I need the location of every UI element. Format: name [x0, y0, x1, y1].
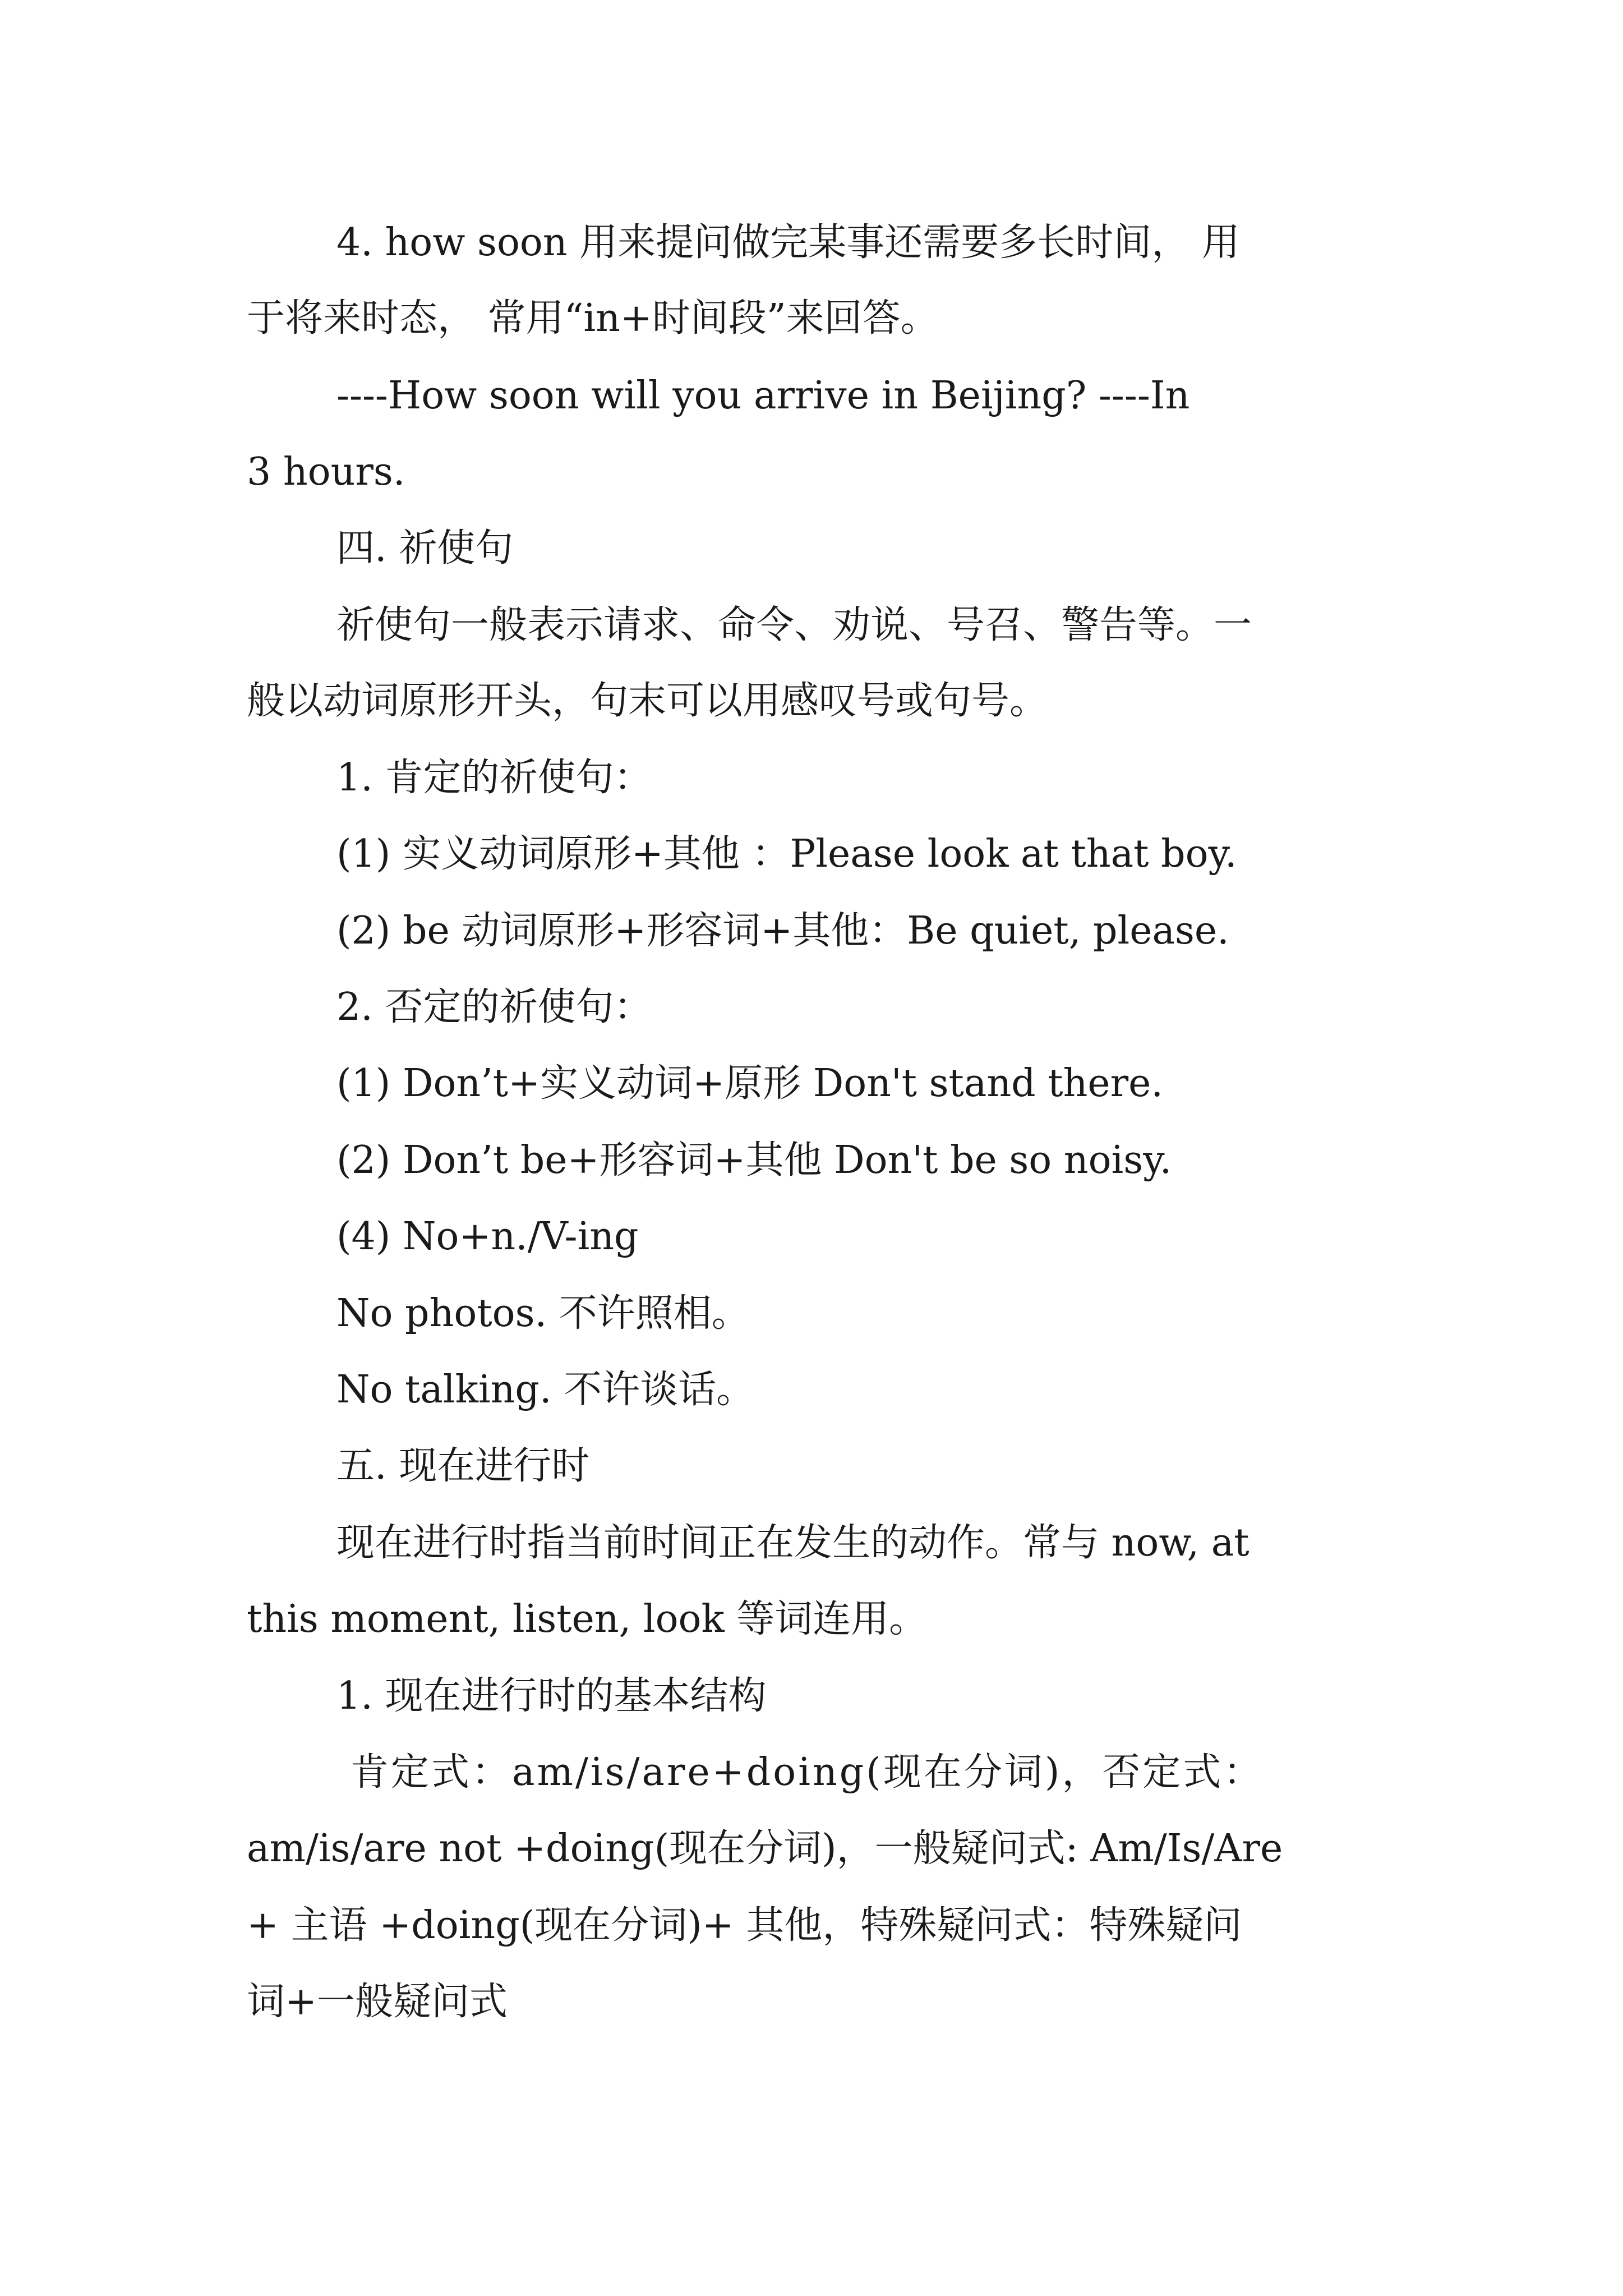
paragraph-line: 于将来时态， 常用“in+时间段”来回答。: [247, 296, 939, 341]
list-item: (1) Don’t+实义动词+原形 Don't stand there.: [336, 1061, 1164, 1106]
section-heading: 四. 祈使句: [336, 526, 514, 570]
paragraph-line: 肯定式：am/is/are+doing(现在分词)，否定式：: [351, 1750, 1264, 1795]
paragraph-line: 祈使句一般表示请求、命令、劝说、号召、警告等。一: [336, 603, 1252, 647]
example-line: No talking. 不许谈话。: [336, 1368, 755, 1412]
paragraph-line: this moment, listen, look 等词连用。: [247, 1597, 928, 1641]
paragraph-line: 词+一般疑问式: [247, 1980, 508, 2024]
subheading: 1. 现在进行时的基本结构: [336, 1674, 767, 1718]
section-heading: 五. 现在进行时: [336, 1444, 590, 1488]
example-line: ----How soon will you arrive in Beijing? ----In: [336, 374, 1190, 418]
list-item: (1) 实义动词原形+其他 ：Please look at that boy.: [336, 832, 1237, 876]
paragraph-line: am/is/are not +doing(现在分词)，一般疑问式: Am/Is/Are: [247, 1826, 1283, 1871]
paragraph-line: 现在进行时指当前时间正在发生的动作。常与 now, at: [336, 1521, 1249, 1565]
list-item: (2) be 动词原形+形容词+其他：Be quiet, please.: [336, 909, 1229, 953]
subheading: 1. 肯定的祈使句：: [336, 756, 652, 800]
subheading: 2. 否定的祈使句：: [336, 985, 652, 1029]
paragraph-line: 般以动词原形开头，句末可以用感叹号或句号。: [247, 679, 1048, 723]
paragraph-line: + 主语 +doing(现在分词)+ 其他，特殊疑问式：特殊疑问: [247, 1903, 1242, 1948]
list-item: (4) No+n./V-ing: [336, 1214, 639, 1259]
example-line: No photos. 不许照相。: [336, 1291, 750, 1336]
list-item: (2) Don’t be+形容词+其他 Don't be so noisy.: [336, 1138, 1172, 1182]
paragraph-line: 4. how soon 用来提问做完某事还需要多长时间， 用: [336, 220, 1240, 265]
example-line: 3 hours.: [247, 450, 405, 494]
